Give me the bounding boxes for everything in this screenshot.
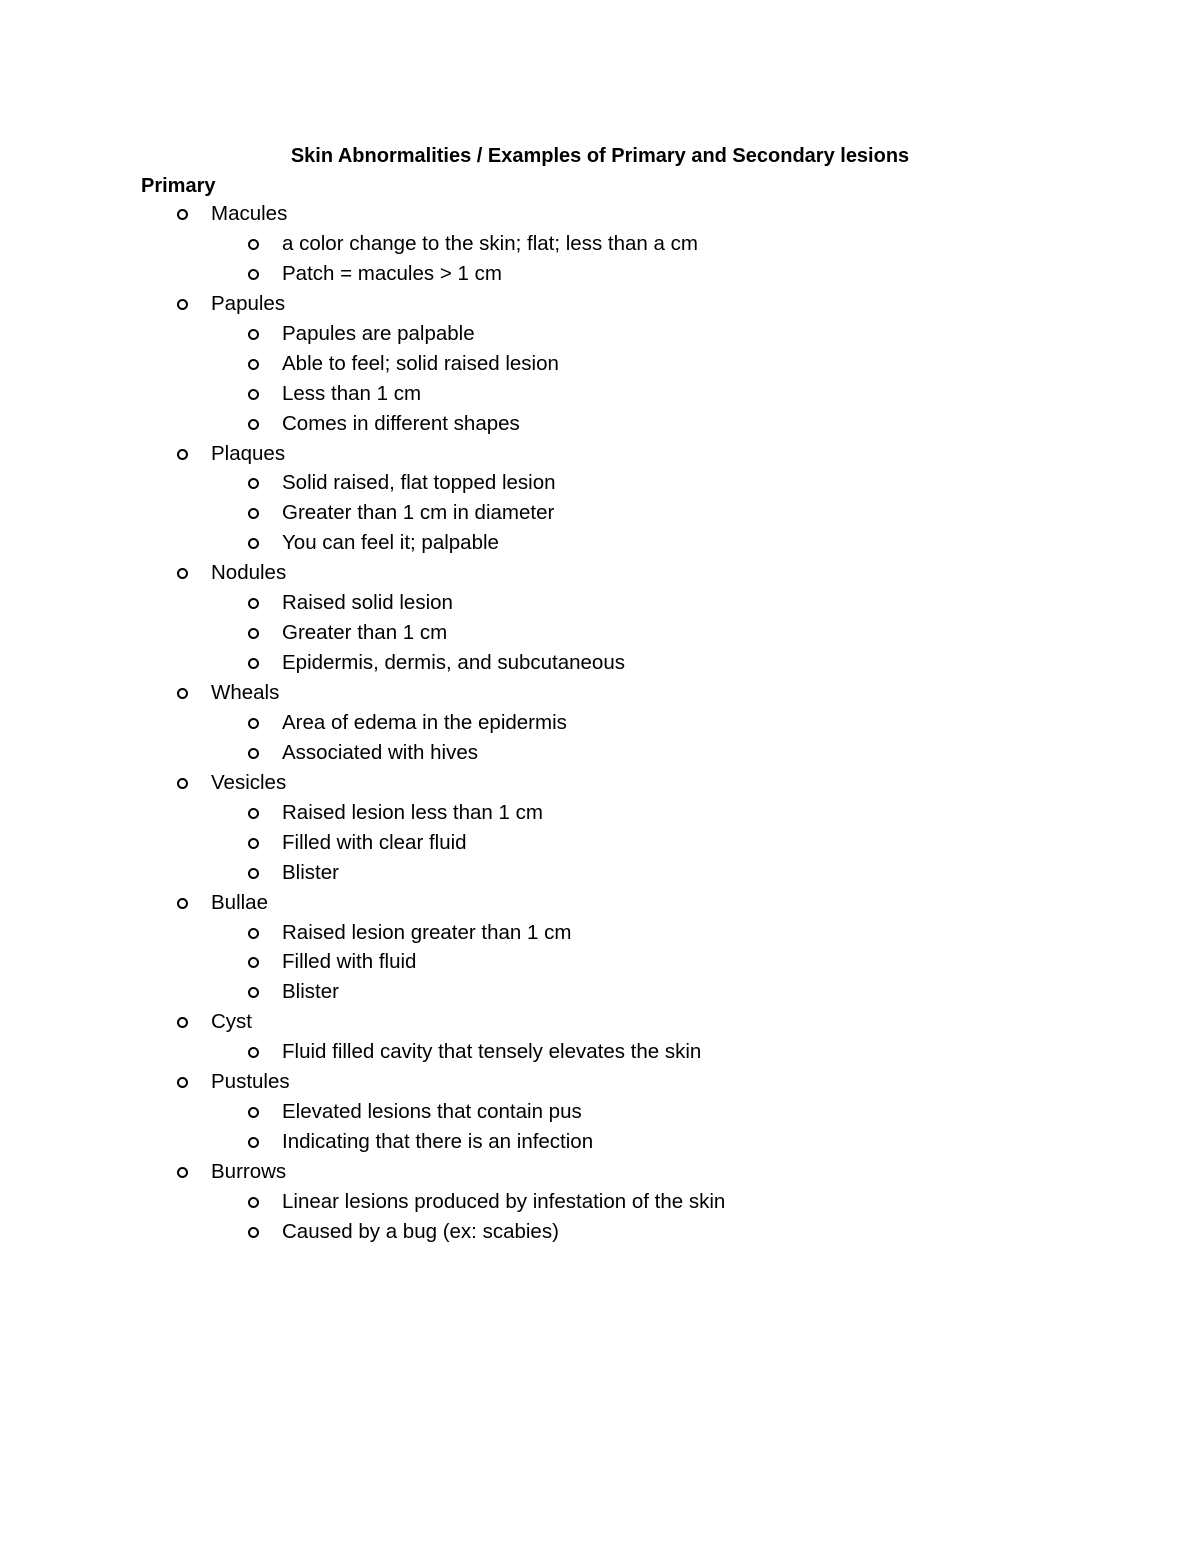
sub-list-item bbox=[0, 1187, 1200, 1217]
hollow-circle-bullet-icon bbox=[248, 808, 259, 819]
sub-list-item bbox=[0, 618, 1200, 648]
sub-list-item bbox=[0, 259, 1200, 289]
sub-list-item bbox=[0, 947, 1200, 977]
hollow-circle-bullet-icon bbox=[177, 568, 188, 579]
hollow-circle-bullet-icon bbox=[177, 1017, 188, 1028]
sub-list-item-text: Raised lesion greater than 1 cm bbox=[282, 920, 572, 944]
list-item-label: Plaques bbox=[211, 441, 286, 465]
hollow-circle-bullet-icon bbox=[248, 538, 259, 549]
hollow-circle-bullet-icon bbox=[177, 1077, 188, 1088]
list-item-label: Wheals bbox=[211, 681, 280, 704]
sub-list-item-text: Solid raised, flat topped lesion bbox=[282, 471, 556, 495]
list-item bbox=[0, 1007, 1200, 1037]
sub-list-item bbox=[0, 858, 1200, 888]
hollow-circle-bullet-icon bbox=[177, 299, 188, 310]
list-item bbox=[0, 289, 1200, 319]
list-item bbox=[0, 768, 1200, 798]
sub-list-item-text: Raised lesion less than 1 cm bbox=[282, 800, 543, 824]
hollow-circle-bullet-icon bbox=[248, 1137, 259, 1148]
sub-list-item bbox=[0, 349, 1200, 379]
hollow-circle-bullet-icon bbox=[248, 359, 259, 370]
list-item-label: Cyst bbox=[211, 1010, 252, 1034]
section-heading-primary: Primary bbox=[141, 175, 216, 197]
list-item bbox=[0, 888, 1200, 918]
hollow-circle-bullet-icon bbox=[248, 1047, 259, 1058]
sub-list-item-text: Filled with fluid bbox=[282, 950, 417, 974]
sub-list-item bbox=[0, 1127, 1200, 1157]
list-item-label: Pustules bbox=[211, 1070, 290, 1094]
sub-list-item-text: Fluid filled cavity that tensely elevates the skin bbox=[282, 1040, 702, 1064]
hollow-circle-bullet-icon bbox=[248, 389, 259, 400]
sub-list-item bbox=[0, 229, 1200, 259]
sub-list-item-text: Indicating that there is an infection bbox=[282, 1130, 594, 1154]
sub-list-item-text: Greater than 1 cm bbox=[282, 621, 448, 645]
sub-list-item-text: Able to feel; solid raised lesion bbox=[282, 351, 559, 375]
list-item bbox=[0, 1157, 1200, 1187]
sub-list-item bbox=[0, 1097, 1200, 1127]
sub-list-item bbox=[0, 468, 1200, 498]
sub-list-item bbox=[0, 648, 1200, 678]
hollow-circle-bullet-icon bbox=[248, 1227, 259, 1238]
sub-list-item bbox=[0, 528, 1200, 558]
list-item bbox=[0, 678, 1200, 708]
list-item bbox=[0, 439, 1200, 469]
hollow-circle-bullet-icon bbox=[248, 748, 259, 759]
hollow-circle-bullet-icon bbox=[248, 628, 259, 639]
sub-list-item-text: Elevated lesions that contain pus bbox=[282, 1100, 582, 1124]
sub-list-item-text: Comes in different shapes bbox=[282, 411, 520, 435]
sub-list-item-text: Papules are palpable bbox=[282, 321, 475, 345]
hollow-circle-bullet-icon bbox=[248, 957, 259, 968]
sub-list-item-text: Linear lesions produced by infestation of the skin bbox=[282, 1189, 726, 1213]
hollow-circle-bullet-icon bbox=[248, 1197, 259, 1208]
sub-list-item bbox=[0, 409, 1200, 439]
list-item-label: Macules bbox=[211, 202, 288, 225]
hollow-circle-bullet-icon bbox=[248, 1107, 259, 1118]
hollow-circle-bullet-icon bbox=[177, 898, 188, 909]
sub-list-item bbox=[0, 1217, 1200, 1247]
list-item-label: Bullae bbox=[211, 890, 268, 914]
hollow-circle-bullet-icon bbox=[248, 868, 259, 879]
list-item bbox=[0, 1067, 1200, 1097]
hollow-circle-bullet-icon bbox=[248, 718, 259, 729]
sub-list-item-text: Caused by a bug (ex: scabies) bbox=[282, 1219, 559, 1243]
sub-list-item bbox=[0, 918, 1200, 948]
sub-list-item-text: Area of edema in the epidermis bbox=[282, 710, 567, 734]
hollow-circle-bullet-icon bbox=[248, 928, 259, 939]
sub-list-item bbox=[0, 588, 1200, 618]
hollow-circle-bullet-icon bbox=[177, 449, 188, 460]
hollow-circle-bullet-icon bbox=[248, 239, 259, 250]
sub-list-item bbox=[0, 977, 1200, 1007]
list-item-label: Papules bbox=[211, 291, 286, 315]
hollow-circle-bullet-icon bbox=[177, 209, 188, 220]
sub-list-item-text: Associated with hives bbox=[282, 740, 478, 764]
lesion-outline-list bbox=[0, 199, 1200, 1247]
sub-list-item-text: Patch = macules > 1 cm bbox=[282, 261, 502, 285]
hollow-circle-bullet-icon bbox=[248, 838, 259, 849]
hollow-circle-bullet-icon bbox=[248, 598, 259, 609]
sub-list-item-text: Blister bbox=[282, 860, 339, 884]
sub-list-item bbox=[0, 379, 1200, 409]
sub-list-item-text: Greater than 1 cm in diameter bbox=[282, 501, 555, 525]
list-item bbox=[0, 558, 1200, 588]
sub-list-item bbox=[0, 708, 1200, 738]
list-item-label: Vesicles bbox=[211, 770, 287, 794]
hollow-circle-bullet-icon bbox=[177, 1167, 188, 1178]
hollow-circle-bullet-icon bbox=[248, 478, 259, 489]
hollow-circle-bullet-icon bbox=[248, 419, 259, 430]
hollow-circle-bullet-icon bbox=[177, 688, 188, 699]
sub-list-item bbox=[0, 798, 1200, 828]
hollow-circle-bullet-icon bbox=[248, 987, 259, 998]
sub-list-item bbox=[0, 1037, 1200, 1067]
list-item bbox=[0, 199, 1200, 229]
list-item-label: Nodules bbox=[211, 561, 287, 585]
hollow-circle-bullet-icon bbox=[248, 508, 259, 519]
hollow-circle-bullet-icon bbox=[248, 658, 259, 669]
sub-list-item bbox=[0, 319, 1200, 349]
sub-list-item-text: Epidermis, dermis, and subcutaneous bbox=[282, 651, 625, 675]
sub-list-item-text: Filled with clear fluid bbox=[282, 830, 467, 854]
list-item-label: Burrows bbox=[211, 1160, 287, 1183]
sub-list-item-text: Blister bbox=[282, 980, 339, 1004]
sub-list-item-text: Less than 1 cm bbox=[282, 381, 422, 405]
sub-list-item-text: Raised solid lesion bbox=[282, 591, 453, 615]
sub-list-item bbox=[0, 738, 1200, 768]
document-title: Skin Abnormalities / Examples of Primary and Secondary lesions bbox=[290, 145, 910, 167]
sub-list-item-text: You can feel it; palpable bbox=[282, 531, 499, 555]
hollow-circle-bullet-icon bbox=[177, 778, 188, 789]
sub-list-item-text: a color change to the skin; flat; less than a cm bbox=[282, 231, 698, 255]
hollow-circle-bullet-icon bbox=[248, 269, 259, 280]
sub-list-item bbox=[0, 498, 1200, 528]
hollow-circle-bullet-icon bbox=[248, 329, 259, 340]
sub-list-item bbox=[0, 828, 1200, 858]
